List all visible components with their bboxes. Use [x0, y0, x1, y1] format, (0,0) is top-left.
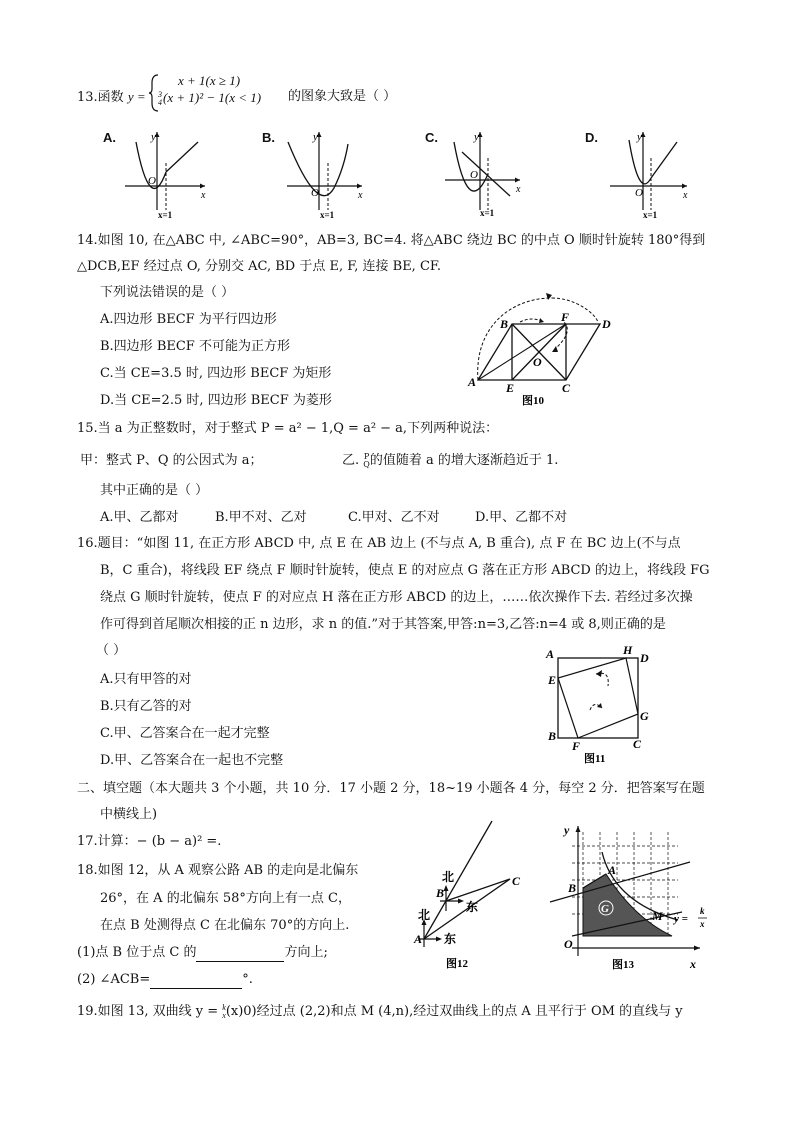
q14-option-b: B.四边形 BECF 不可能为正方形: [100, 339, 290, 354]
q13-d-axis-y: y: [637, 131, 642, 143]
q16-label-h: H: [623, 643, 633, 657]
q18-answer-blank-2[interactable]: [150, 974, 242, 989]
q13-b-axis-y: y: [313, 131, 318, 143]
q19-text: 19.如图 13, 双曲线 y = k x(x)0)经过点 (2,2)和点 M (4,n),经过双曲线上的点 A 且平行于 OM 的直线与 y: [77, 1002, 683, 1020]
q19-curve-label-num: k: [700, 906, 705, 916]
q13-a-axis-x: x: [201, 190, 206, 201]
q16-option-a: A.只有甲答的对: [100, 672, 192, 687]
q13-stem: 13.函数 y =: [77, 89, 146, 105]
q13-a-axis-y: y: [151, 131, 156, 143]
q13-option-d-letter: D.: [585, 130, 598, 145]
q18-north-b: 北: [442, 870, 455, 884]
q18-line3: 在点 B 处测得点 C 在北偏东 70°的方向上.: [100, 918, 350, 933]
q13-c-origin: O: [470, 169, 478, 181]
q15-option-d: D.甲、乙都不对: [475, 510, 568, 525]
q14-label-f: F: [561, 310, 570, 324]
q13-option-a-letter: A.: [103, 130, 116, 145]
q18-label-b: B: [436, 886, 445, 900]
q19-curve-label: y =: [674, 913, 688, 925]
q18-east-b: 东: [466, 900, 479, 914]
q16-label-d: D: [640, 651, 649, 665]
q18-label-c: C: [512, 874, 521, 888]
q13-case2: 3 4(x + 1)² − 1(x < 1): [158, 90, 262, 108]
q14-label-b: B: [500, 317, 509, 331]
q14-label-a: A: [468, 375, 477, 389]
q18-sub1: (1)点 B 位于点 C 的 方向上;: [77, 945, 328, 960]
q13-b-axis-x: x: [358, 190, 363, 201]
q13-case1: x + 1(x ≥ 1): [178, 73, 241, 88]
q19-curve-label-den: x: [700, 919, 705, 929]
q15-option-c: C.甲对、乙不对: [348, 510, 440, 525]
q19-label-g: G: [601, 903, 609, 915]
q13-b-line-label: x=1: [320, 210, 335, 220]
q18-line2: 26°，在 A 的北偏东 58°方向上有一点 C，: [100, 891, 351, 906]
q15-stem: 15.当 a 为正整数时，对于整式 P = a² − 1,Q = a² − a,下列两种说法：: [77, 421, 499, 436]
q13-graph-c: [440, 128, 540, 218]
q13-func-lhs: y =: [127, 89, 146, 104]
q14-line2: △DCB,EF 经过点 O, 分别交 AC, BD 于点 E, F, 连接 BE, CF.: [77, 259, 442, 274]
q18-line1: 18.如图 12，从 A 观察公路 AB 的走向是北偏东: [77, 863, 359, 878]
q14-label-d: D: [602, 317, 611, 331]
q14-figure-10: [460, 288, 620, 408]
q17-text: 17.计算：− (b − a)² =.: [77, 834, 222, 849]
q13-graph-a: [120, 128, 220, 218]
q15-option-a: A.甲、乙都对: [100, 510, 179, 525]
q13-a-line-label: x=1: [158, 210, 173, 220]
q16-label-f: F: [572, 739, 581, 753]
q16-line3: 绕点 G 顺时针旋转，使点 F 的对应点 H 落在正方形 ABCD 的边上，……依次操作下去. 若经过多次操: [100, 590, 693, 605]
q16-label-c: C: [633, 737, 642, 751]
q13-c-axis-y: y: [474, 131, 479, 143]
q14-option-a: A.四边形 BECF 为平行四边形: [100, 312, 277, 327]
q16-label-b: B: [548, 729, 557, 743]
q19-axis-y: y: [564, 823, 570, 837]
q14-label-c: C: [562, 381, 571, 395]
q16-label-g: G: [640, 709, 649, 723]
q16-line2: B，C 重合)，将线段 EF 绕点 F 顺时针旋转，使点 E 的对应点 G 落在正方形 ABCD 的边上，将线段 FG: [100, 563, 710, 578]
q16-option-b: B.只有乙答的对: [100, 699, 192, 714]
q16-figure-11: [540, 640, 660, 770]
q18-label-a: A: [414, 932, 423, 946]
q15-option-b: B.甲不对、乙对: [215, 510, 307, 525]
section2-line2: 中横线上): [100, 807, 158, 822]
q14-caption: 图10: [522, 395, 544, 407]
q16-option-d: D.甲、乙答案合在一起也不完整: [100, 753, 284, 768]
q16-line4: 作可得到首尾顺次相接的正 n 边形，求 n 的值.”对于其答案,甲答:n=3,乙答:n=4 或 8,则正确的是: [100, 617, 666, 632]
q15-yi: 乙. P Q的值随着 a 的增大逐渐趋近于 1.: [342, 451, 559, 469]
q18-answer-blank-1[interactable]: [196, 947, 284, 962]
q16-label-a: A: [546, 647, 555, 661]
q16-caption: 图11: [584, 753, 606, 765]
q13-a-origin: O: [148, 175, 156, 187]
q16-line1: 16.题目：“如图 11, 在正方形 ABCD 中, 点 E 在 AB 边上 (不与点 A, B 重合), 点 F 在 BC 边上(不与点: [77, 536, 681, 551]
q13-d-axis-x: x: [683, 190, 688, 201]
q19-figure-13: [550, 822, 720, 972]
q19-caption: 图13: [612, 959, 634, 971]
q13-d-origin: O: [635, 187, 643, 199]
q13-graph-b: [282, 128, 382, 218]
q14-label-e: E: [506, 381, 515, 395]
q16-paren: （ ）: [96, 643, 127, 658]
q13-option-b-letter: B.: [262, 130, 275, 145]
q13-graph-d: [605, 128, 705, 218]
q16-label-e: E: [548, 673, 557, 687]
q19-label-a: A: [608, 863, 617, 877]
q13-d-line-label: x=1: [643, 210, 658, 220]
q18-sub2: (2) ∠ACB= °.: [77, 972, 253, 987]
q18-caption: 图12: [446, 958, 468, 970]
q14-label-o: O: [533, 355, 542, 369]
q13-option-c-letter: C.: [425, 130, 438, 145]
section2-line1: 二、填空题（本大题共 3 个小题，共 10 分．17 小题 2 分，18~19 小题各 4 分，每空 2 分．把答案写在题: [77, 781, 705, 796]
q14-option-c: C.当 CE=3.5 时, 四边形 BECF 为矩形: [100, 366, 332, 381]
q19-label-m: M: [652, 909, 663, 923]
q19-label-b: B: [568, 881, 577, 895]
q13-c-line-label: x=1: [480, 208, 495, 218]
q16-option-c: C.甲、乙答案合在一起才完整: [100, 726, 270, 741]
q18-figure-12: [410, 815, 540, 975]
q15-jia: 甲：整式 P、Q 的公因式为 a；: [80, 453, 263, 468]
q14-line1: 14.如图 10, 在△ABC 中, ∠ABC=90°，AB=3, BC=4. 将△ABC 绕边 BC 的中点 O 顺时针旋转 180°得到: [77, 233, 706, 248]
q19-axis-x: x: [690, 957, 696, 971]
q15-question: 其中正确的是（ ）: [100, 483, 209, 498]
q14-question: 下列说法错误的是（ ）: [100, 285, 235, 300]
q13-b-origin: O: [311, 187, 319, 199]
q13-suffix: 的图象大致是（ ）: [288, 89, 397, 104]
q13-c-axis-x: x: [516, 184, 521, 195]
q18-east-a: 东: [444, 932, 457, 946]
q18-north-a: 北: [418, 908, 431, 922]
q14-option-d: D.当 CE=2.5 时, 四边形 BECF 为菱形: [100, 393, 332, 408]
q19-origin: O: [564, 937, 573, 951]
